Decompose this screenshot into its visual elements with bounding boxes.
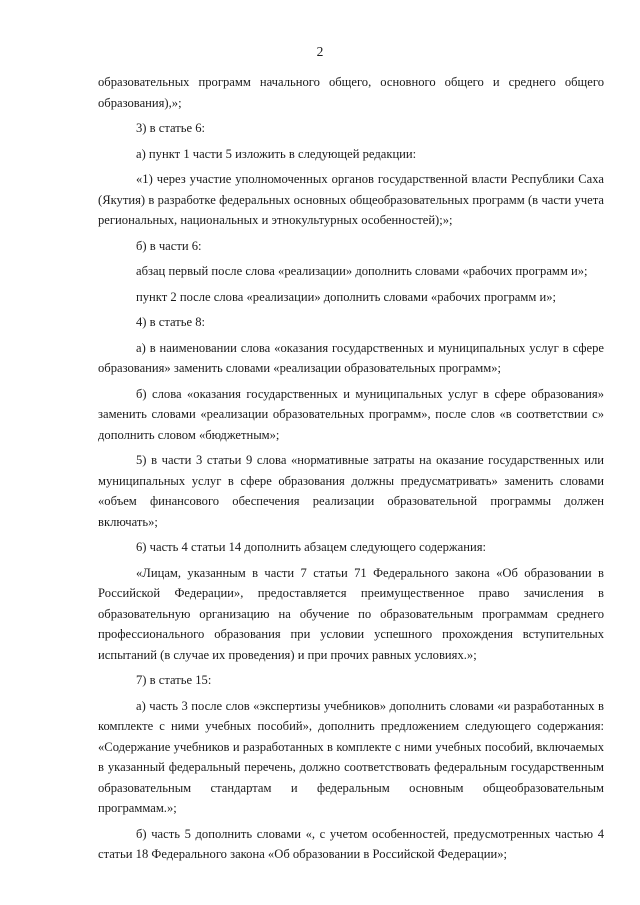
paragraph-quote-1: «1) через участие уполномоченных органов государственной власти Республики Саха (Якутия) в разработке федеральных основных общеобразовательных программ (в части учета региональных, национальных и этнокультурных особенностей);»; — [98, 172, 604, 227]
paragraph-punkt-2: пункт 2 после слова «реализации» дополнить словами «рабочих программ и»; — [136, 289, 556, 304]
paragraph-item-7a: а) часть 3 после слов «экспертизы учебников» дополнить словами «и разработанных в комплекте с ними учебных пособий», дополнить предложением следующего содержания: «Содержание учебников и разработанных в комплекте с ними учебных пособий, включаемых в указанный федеральный перечень, должно соответствовать федеральным государственным образовательным стандартам и федеральным основным общеобразовательным программам.»; — [98, 698, 604, 815]
paragraph-item-4: 4) в статье 8: — [136, 315, 206, 329]
page-number: 2 — [316, 44, 324, 59]
paragraph-quote-2: «Лицам, указанным в части 7 статьи 71 Федерального закона «Об образовании в Российской Федерации», предоставляется преимущественное право зачисления в образовательную организацию на обучение по образовательным программам среднего профессионального образования при условии успешного прохождения вступительных испытаний (в случае их проведения) и при прочих равных условиях.»; — [98, 565, 604, 662]
paragraph-item-5: 5) в части 3 статьи 9 слова «нормативные затраты на оказание государственных или муниципальных услуг в сфере образования должны предусматривать» заменить словами «объем финансового обеспечения реализации образовательной программы должен включать»; — [98, 453, 604, 529]
paragraph-item-3a: а) пункт 1 части 5 изложить в следующей редакции: — [136, 146, 417, 161]
paragraph-item-4b: б) слова «оказания государственных и муниципальных услуг в сфере образования» заменить словами «реализации образовательных программ», после слов «в соответствии с» дополнить словом «бюджетным»; — [98, 386, 604, 442]
paragraph-item-3: 3) в статье 6: — [136, 121, 206, 135]
paragraph-item-7: 7) в статье 15: — [136, 673, 212, 687]
document-body — [98, 72, 604, 870]
paragraph-item-4a: а) в наименовании слова «оказания государственных и муниципальных услуг в сфере образования» заменить словами «реализации образовательных программ»; — [98, 340, 604, 375]
paragraph-item-7b: б) часть 5 дополнить словами «, с учетом особенностей, предусмотренных частью 4 статьи 18 Федерального закона «Об образовании в Российской Федерации»; — [98, 826, 604, 861]
paragraph-abzac: абзац первый после слова «реализации» дополнить словами «рабочих программ и»; — [136, 264, 588, 278]
paragraph-continuation: образовательных программ начального общего, основного общего и среднего общего образования),»; — [98, 75, 604, 110]
paragraph-item-6: 6) часть 4 статьи 14 дополнить абзацем следующего содержания: — [136, 540, 486, 554]
paragraph-item-3b: б) в части 6: — [136, 238, 202, 253]
